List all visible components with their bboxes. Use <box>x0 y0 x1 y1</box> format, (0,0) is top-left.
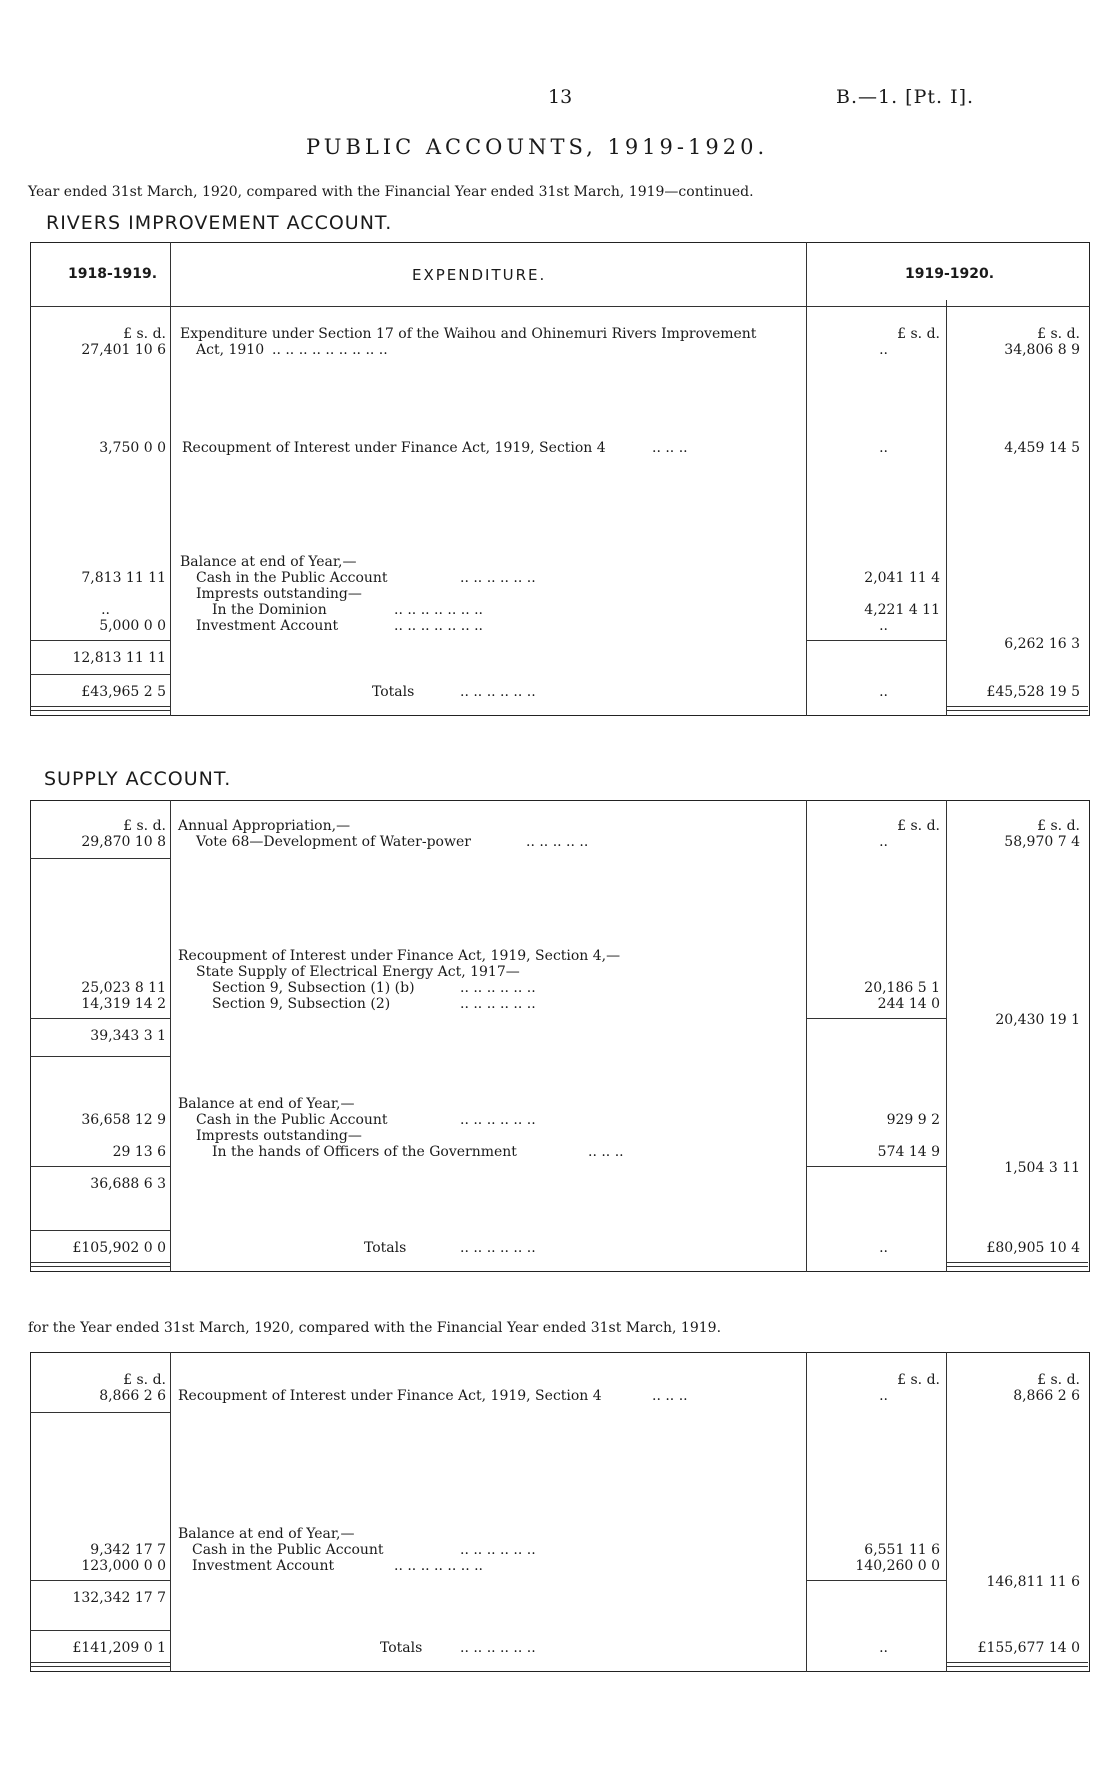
rivers-subtotal-rule <box>30 640 170 641</box>
rivers-heading: RIVERS IMPROVEMENT ACCOUNT. <box>46 212 393 234</box>
third-balance-rule <box>30 1580 170 1581</box>
rivers-totals-leader: .. .. .. .. .. .. <box>460 684 536 700</box>
supply-totals-label: Totals <box>364 1240 407 1256</box>
rivers-invest-label: Investment Account <box>196 618 339 634</box>
supply-act-label: State Supply of Electrical Energy Act, 1917— <box>196 964 520 980</box>
supply-totals-rule <box>30 1230 170 1231</box>
supply-vote-rule <box>30 858 170 859</box>
supply-officers-mid: 574 14 9 <box>877 1144 940 1160</box>
rivers-row1-desc-b: Act, 1910 <box>196 342 265 358</box>
page-subtitle: Year ended 31st March, 1920, compared with the Financial Year ended 31st March, 1919—continued. <box>28 184 754 200</box>
section-subtitle: for the Year ended 31st March, 1920, compared with the Financial Year ended 31st March, 1919. <box>28 1320 722 1336</box>
supply-cash-leader: .. .. .. .. .. .. <box>460 1112 536 1128</box>
supply-balance-heading: Balance at end of Year,— <box>178 1096 355 1112</box>
third-double-rule <box>946 1662 1088 1667</box>
supply-totals-mid: .. <box>879 1240 888 1256</box>
supply-cash-mid: 929 9 2 <box>886 1112 940 1128</box>
supply-sub-2-mid: 244 14 0 <box>877 996 940 1012</box>
supply-recoupment-rule <box>30 1018 170 1019</box>
supply-cash-label: Cash in the Public Account <box>196 1112 388 1128</box>
supply-sub-2-label: Section 9, Subsection (2) <box>212 996 391 1012</box>
rivers-col-curr-header: 1919-1920. <box>905 266 995 282</box>
rivers-header-rule <box>30 306 1090 307</box>
supply-vote-label: Vote 68—Development of Water-power <box>196 834 471 850</box>
third-cash-label: Cash in the Public Account <box>192 1542 384 1558</box>
third-lsd-prev: £ s. d. <box>123 1372 166 1388</box>
supply-totals-curr: £80,905 10 4 <box>986 1240 1080 1256</box>
third-recoupment-prev: 8,866 2 6 <box>99 1388 166 1404</box>
third-cash-mid: 6,551 11 6 <box>864 1542 940 1558</box>
rivers-frame <box>30 242 1090 716</box>
rivers-lsd-prev: £ s. d. <box>123 326 166 342</box>
rivers-row2-leader: .. .. .. <box>652 440 688 456</box>
document-reference: B.—1. [Pt. I]. <box>836 86 975 108</box>
third-recoupment-rule <box>30 1412 170 1413</box>
third-col-divider <box>946 1352 947 1672</box>
rivers-lsd-curr: £ s. d. <box>1037 326 1080 342</box>
supply-recoupment-rule <box>30 1056 170 1057</box>
rivers-col-divider <box>946 300 947 716</box>
third-balance-heading: Balance at end of Year,— <box>178 1526 355 1542</box>
rivers-dominion-mid: 4,221 4 11 <box>864 602 940 618</box>
rivers-balance-subtotal-prev: 12,813 11 11 <box>72 650 166 666</box>
supply-recoupment-subtotal-prev: 39,343 3 1 <box>90 1028 166 1044</box>
rivers-row1-mid: .. <box>879 342 888 358</box>
supply-balance-rule <box>806 1166 946 1167</box>
supply-officers-label: In the hands of Officers of the Government <box>212 1144 517 1160</box>
third-recoupment-mid: .. <box>879 1388 888 1404</box>
rivers-invest-mid: .. <box>879 618 888 634</box>
rivers-row1-curr: 34,806 8 9 <box>1004 342 1080 358</box>
third-totals-label: Totals <box>380 1640 423 1656</box>
supply-totals-leader: .. .. .. .. .. .. <box>460 1240 536 1256</box>
third-cash-prev: 9,342 17 7 <box>90 1542 166 1558</box>
rivers-dominion-leader: .. .. .. .. .. .. .. <box>394 602 484 618</box>
supply-appropriation-label: Annual Appropriation,— <box>178 818 351 834</box>
rivers-dominion-label: In the Dominion <box>212 602 327 618</box>
rivers-col-prev-header: 1918-1919. <box>68 266 158 282</box>
third-invest-mid: 140,260 0 0 <box>855 1558 940 1574</box>
supply-frame <box>30 800 1090 1272</box>
supply-officers-leader: .. .. .. <box>588 1144 624 1160</box>
supply-vote-mid: .. <box>879 834 888 850</box>
third-cash-leader: .. .. .. .. .. .. <box>460 1542 536 1558</box>
rivers-double-rule <box>30 706 170 711</box>
supply-double-rule <box>30 1262 170 1267</box>
rivers-row2-curr: 4,459 14 5 <box>1004 440 1080 456</box>
rivers-col-divider <box>170 242 171 716</box>
supply-sub-b-prev: 25,023 8 11 <box>81 980 166 996</box>
rivers-col-divider <box>806 242 807 716</box>
third-lsd-mid: £ s. d. <box>897 1372 940 1388</box>
supply-recoupment-label: Recoupment of Interest under Finance Act, 1919, Section 4,— <box>178 948 621 964</box>
third-recoupment-curr: 8,866 2 6 <box>1013 1388 1080 1404</box>
supply-imprest-label: Imprests outstanding— <box>196 1128 362 1144</box>
supply-sub-2-prev: 14,319 14 2 <box>81 996 166 1012</box>
third-recoupment-leader: .. .. .. <box>652 1388 688 1404</box>
rivers-imprest-label: Imprests outstanding— <box>196 586 362 602</box>
supply-balance-subtotal-prev: 36,688 6 3 <box>90 1176 166 1192</box>
rivers-totals-mid: .. <box>879 684 888 700</box>
third-balance-subtotal-prev: 132,342 17 7 <box>72 1590 166 1606</box>
third-balance-total-curr: 146,811 11 6 <box>986 1574 1080 1590</box>
supply-lsd-curr: £ s. d. <box>1037 818 1080 834</box>
supply-sub-b-mid: 20,186 5 1 <box>864 980 940 996</box>
third-totals-curr: £155,677 14 0 <box>977 1640 1080 1656</box>
supply-sub-2-leader: .. .. .. .. .. .. <box>460 996 536 1012</box>
rivers-totals-curr: £45,528 19 5 <box>986 684 1080 700</box>
rivers-row2-mid: .. <box>879 440 888 456</box>
third-col-divider <box>806 1352 807 1672</box>
third-totals-rule <box>30 1630 170 1631</box>
rivers-cash-leader: .. .. .. .. .. .. <box>460 570 536 586</box>
supply-balance-total-curr: 1,504 3 11 <box>1004 1160 1080 1176</box>
rivers-row1-prev: 27,401 10 6 <box>81 342 166 358</box>
rivers-row2-prev: 3,750 0 0 <box>99 440 166 456</box>
rivers-totals-label: Totals <box>372 684 415 700</box>
third-invest-prev: 123,000 0 0 <box>81 1558 166 1574</box>
supply-vote-leader: .. .. .. .. .. <box>526 834 589 850</box>
page-title: PUBLIC ACCOUNTS, 1919-1920. <box>306 135 769 159</box>
third-double-rule <box>30 1662 170 1667</box>
third-totals-leader: .. .. .. .. .. .. <box>460 1640 536 1656</box>
third-invest-leader: .. .. .. .. .. .. .. <box>394 1558 484 1574</box>
supply-officers-prev: 29 13 6 <box>112 1144 166 1160</box>
third-lsd-curr: £ s. d. <box>1037 1372 1080 1388</box>
third-balance-rule <box>806 1580 946 1581</box>
rivers-row2-desc: Recoupment of Interest under Finance Act, 1919, Section 4 <box>182 440 606 456</box>
rivers-totals-rule <box>30 674 170 675</box>
rivers-cash-mid: 2,041 11 4 <box>864 570 940 586</box>
supply-col-divider <box>946 800 947 1272</box>
rivers-balance-heading: Balance at end of Year,— <box>180 554 357 570</box>
supply-col-divider <box>806 800 807 1272</box>
third-invest-label: Investment Account <box>192 1558 335 1574</box>
supply-totals-prev: £105,902 0 0 <box>72 1240 166 1256</box>
rivers-cash-label: Cash in the Public Account <box>196 570 388 586</box>
supply-recoupment-total-curr: 20,430 19 1 <box>995 1012 1080 1028</box>
rivers-subtotal-rule <box>806 640 946 641</box>
supply-vote-prev: 29,870 10 8 <box>81 834 166 850</box>
page-number: 13 <box>548 86 573 108</box>
rivers-col-desc-header: EXPENDITURE. <box>412 266 547 284</box>
rivers-invest-prev: 5,000 0 0 <box>99 618 166 634</box>
rivers-dominion-prev: .. <box>101 602 110 618</box>
third-totals-mid: .. <box>879 1640 888 1656</box>
supply-sub-b-label: Section 9, Subsection (1) (b) <box>212 980 415 996</box>
rivers-double-rule <box>946 706 1088 711</box>
supply-recoupment-rule <box>806 1018 946 1019</box>
rivers-invest-leader: .. .. .. .. .. .. .. <box>394 618 484 634</box>
rivers-balance-total-curr: 6,262 16 3 <box>1004 636 1080 652</box>
rivers-lsd-mid: £ s. d. <box>897 326 940 342</box>
supply-heading: SUPPLY ACCOUNT. <box>44 768 232 790</box>
rivers-totals-prev: £43,965 2 5 <box>81 684 166 700</box>
supply-lsd-prev: £ s. d. <box>123 818 166 834</box>
supply-lsd-mid: £ s. d. <box>897 818 940 834</box>
supply-vote-curr: 58,970 7 4 <box>1004 834 1080 850</box>
rivers-cash-prev: 7,813 11 11 <box>81 570 166 586</box>
supply-col-divider <box>170 800 171 1272</box>
supply-sub-b-leader: .. .. .. .. .. .. <box>460 980 536 996</box>
supply-balance-rule <box>30 1166 170 1167</box>
third-totals-prev: £141,209 0 1 <box>72 1640 166 1656</box>
third-recoupment-label: Recoupment of Interest under Finance Act, 1919, Section 4 <box>178 1388 602 1404</box>
rivers-row1-desc-a: Expenditure under Section 17 of the Waihou and Ohinemuri Rivers Improvement <box>180 326 757 342</box>
rivers-row1-leader: .. .. .. .. .. .. .. .. .. <box>272 342 388 358</box>
supply-cash-prev: 36,658 12 9 <box>81 1112 166 1128</box>
third-col-divider <box>170 1352 171 1672</box>
supply-double-rule <box>946 1262 1088 1267</box>
